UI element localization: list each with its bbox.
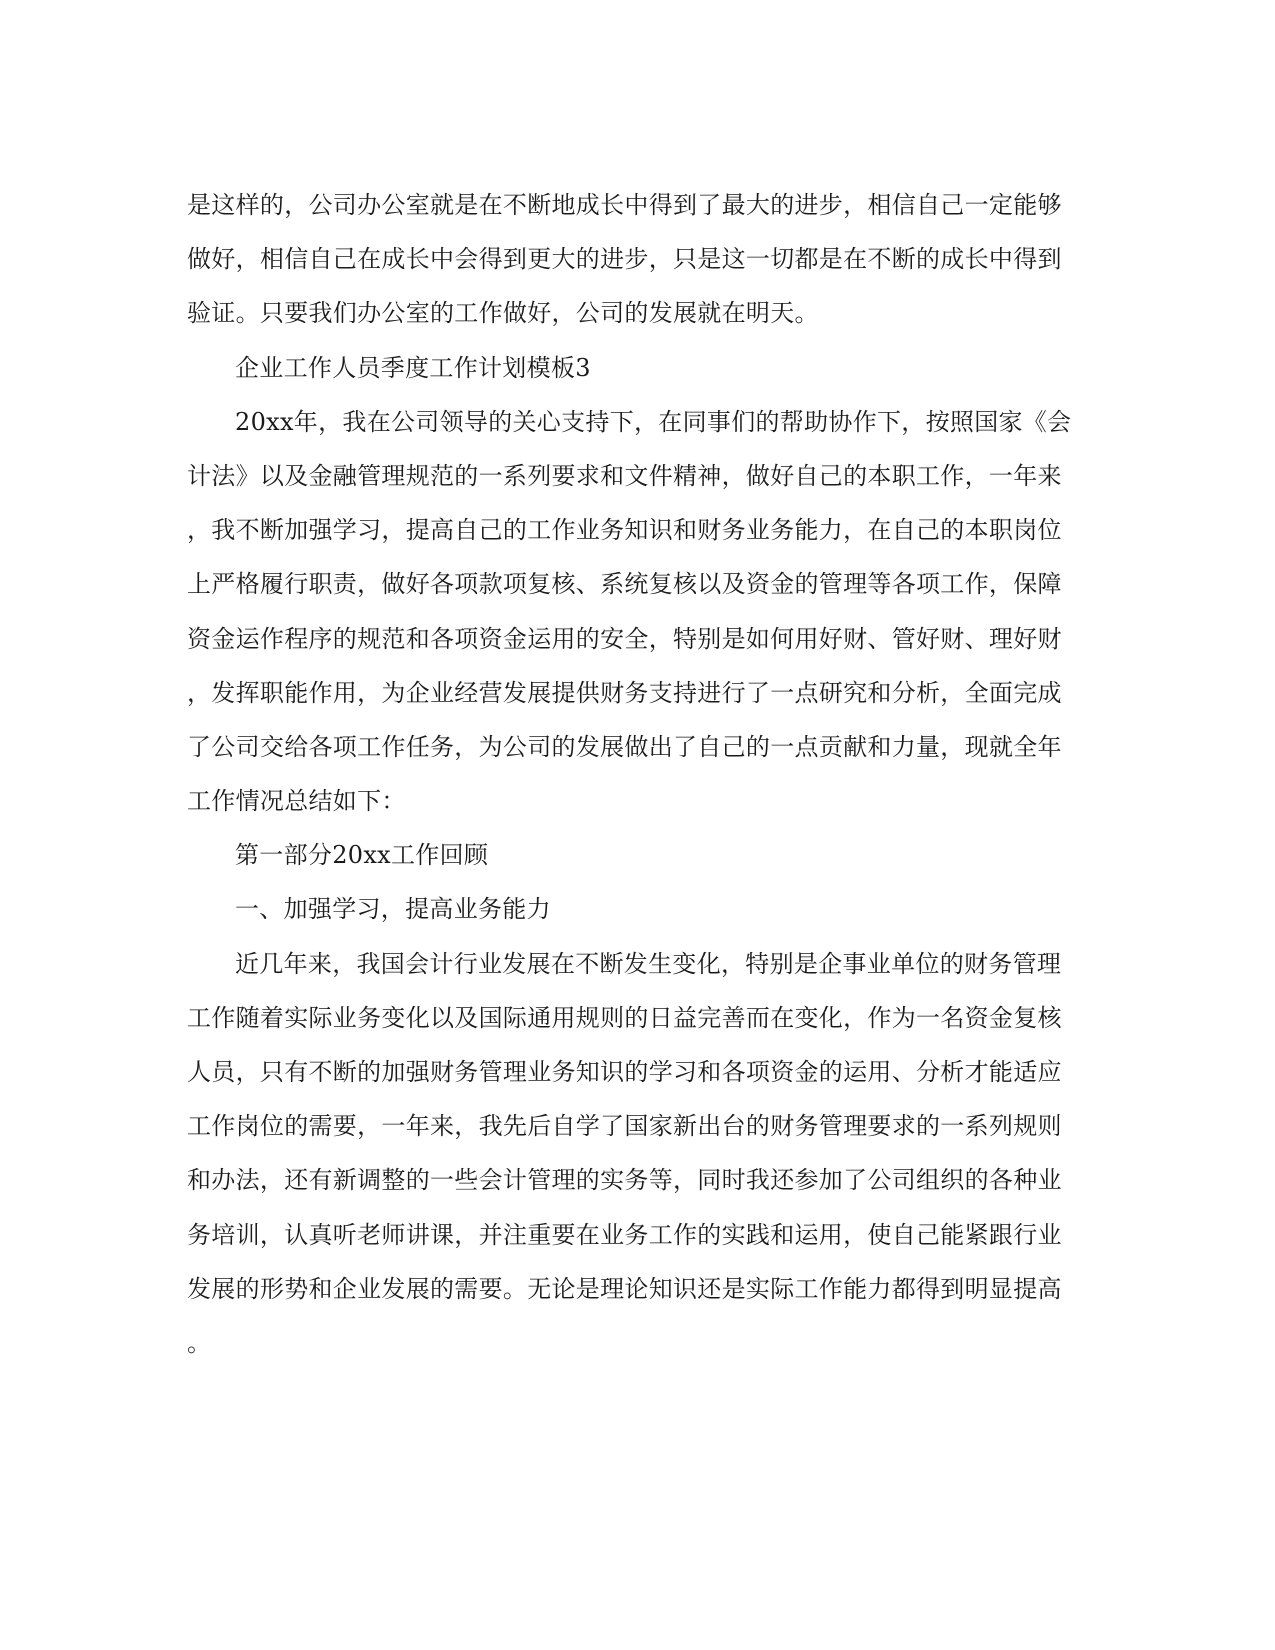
text-line: 人员，只有不断的加强财务管理业务知识的学习和各项资金的运用、分析才能适应 [187,1058,1062,1086]
text-line: 务培训，认真听老师讲课，并注重要在业务工作的实践和运用，使自己能紧跟行业 [187,1220,1062,1249]
text-line: 上严格履行职责，做好各项款项复核、系统复核以及资金的管理等各项工作，保障 [187,570,1062,599]
text-line: 发展的形势和企业发展的需要。无论是理论知识还是实际工作能力都得到明显提高 [187,1274,1062,1303]
text-line: ，我不断加强学习，提高自己的工作业务知识和财务业务能力，在自己的本职岗位 [187,516,1062,545]
text-line: 工作情况总结如下： [187,787,406,816]
document-body [187,178,1087,1370]
text-line: 20xx年，我在公司领导的关心支持下，在同事们的帮助协作下，按照国家《会 [235,407,1072,436]
text-line: 计法》以及金融管理规范的一系列要求和文件精神，做好自己的本职工作，一年来 [187,461,1062,490]
part-heading: 第一部分20xx工作回顾 [235,841,489,870]
section-title: 企业工作人员季度工作计划模板3 [235,353,591,382]
text-line: 。 [187,1328,212,1357]
text-line: 资金运作程序的规范和各项资金运用的安全，特别是如何用好财、管好财、理好财 [187,624,1062,653]
text-line: 做好，相信自己在成长中会得到更大的进步，只是这一切都是在不断的成长中得到 [187,245,1062,274]
text-line: ，发挥职能作用，为企业经营发展提供财务支持进行了一点研究和分析，全面完成 [187,678,1062,707]
text-line: 工作岗位的需要，一年来，我先后自学了国家新出台的财务管理要求的一系列规则 [187,1112,1062,1141]
text-line: 是这样的，公司办公室就是在不断地成长中得到了最大的进步，相信自己一定能够 [187,191,1062,219]
text-line: 验证。只要我们办公室的工作做好，公司的发展就在明天。 [187,299,819,328]
text-line: 近几年来，我国会计行业发展在不断发生变化，特别是企事业单位的财务管理 [235,949,1062,978]
subsection-heading: 一、加强学习，提高业务能力 [235,895,551,924]
text-line: 和办法，还有新调整的一些会计管理的实务等，同时我还参加了公司组织的各种业 [187,1166,1062,1195]
text-line: 了公司交给各项工作任务，为公司的发展做出了自己的一点贡献和力量，现就全年 [187,732,1062,761]
text-line: 工作随着实际业务变化以及国际通用规则的日益完善而在变化，作为一名资金复核 [187,1003,1062,1032]
